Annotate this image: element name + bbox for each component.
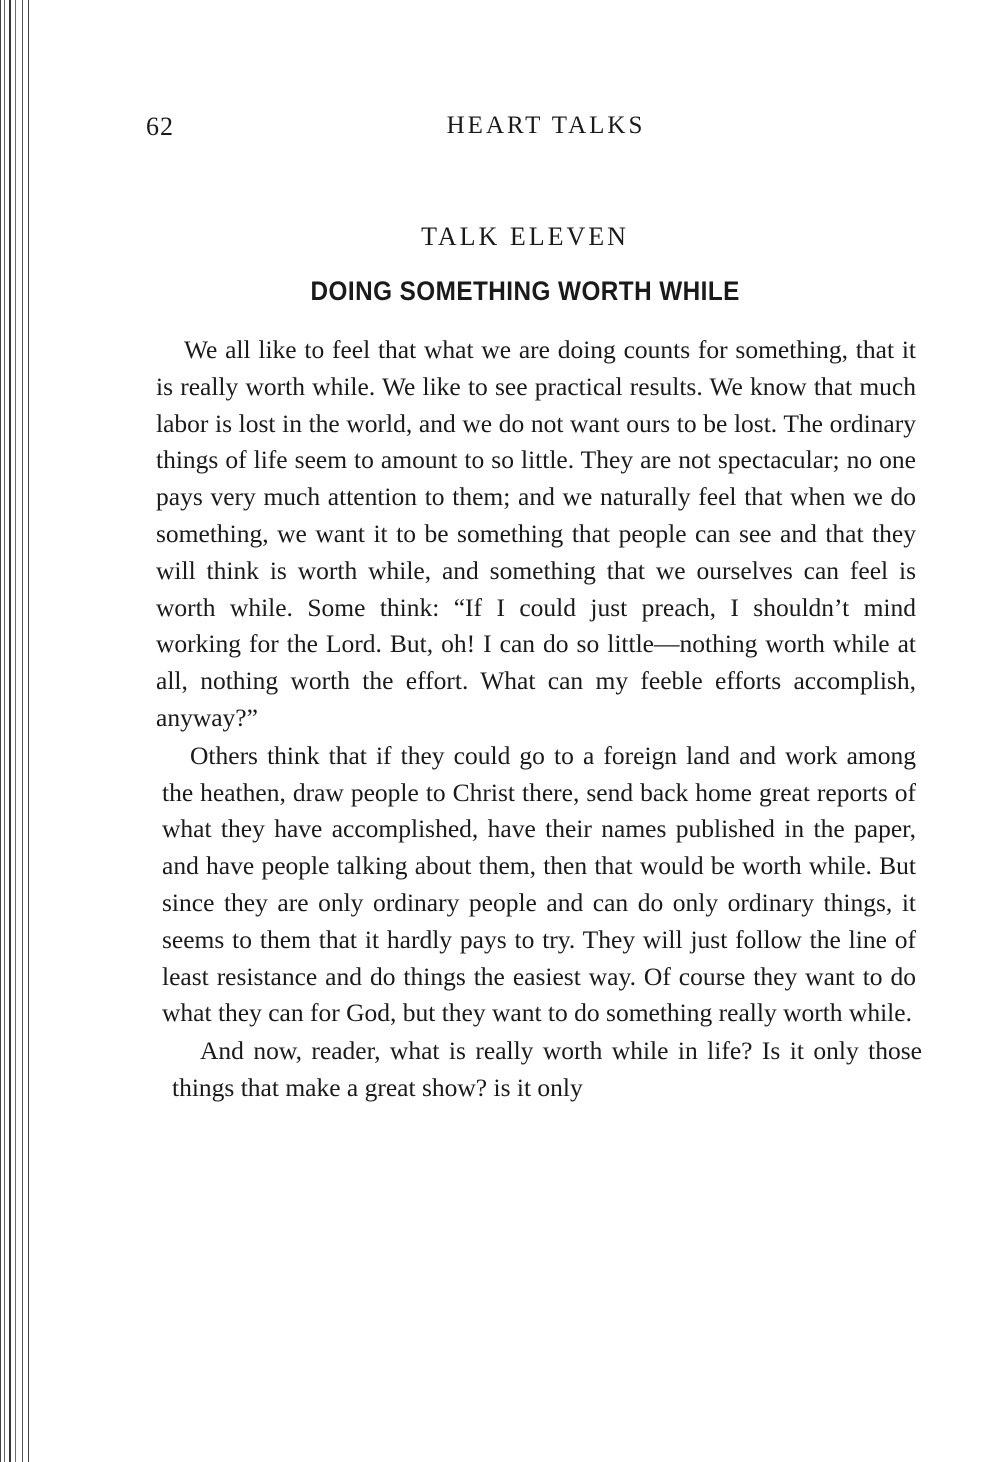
body-text (156, 332, 922, 1107)
binding-edge-gutter (0, 0, 40, 1462)
paragraph-3: And now, reader, what is really worth while in life? Is it only those things that make a great show? is it only (172, 1036, 922, 1102)
paragraph-2: Others think that if they could go to a foreign land and work among the heathen, draw people to Christ there, send back home great reports of what they have accomplished, have their names published in the paper, and have people talking about them, then that would be worth while. But since they are only ordinary people and can do only ordinary things, it seems to them that it hardly pays to try. They will just follow the line of least resistance and do things the easiest way. Of course they want to do what they can for God, but they want to do something really worth while. (162, 740, 916, 1028)
running-head (146, 112, 936, 152)
page-number: 62 (146, 112, 174, 141)
chapter-title: DOING SOMETHING WORTH WHILE (310, 276, 740, 306)
paragraph-1: We all like to feel that what we are doing counts for something, that it is really worth while. We like to see practical results. We know that much labor is lost in the world, and we do not want ours to be lost. The ordinary things of life seem to amount to so little. They are not spectacular; no one pays very much attention to them; and we naturally feel that when we do something, we want it to be something that people can see and that they will think is worth while, and something that we ourselves can feel is worth while. Some think: “If I could just preach, I shouldn’t mind working for the Lord. But, oh! I can do so little—nothing worth while at all, nothing worth the effort. What can my feeble efforts accomplish, anyway?” (156, 335, 916, 732)
running-title: HEART TALKS (446, 112, 646, 139)
talk-number-heading: TALK ELEVEN (421, 222, 629, 251)
